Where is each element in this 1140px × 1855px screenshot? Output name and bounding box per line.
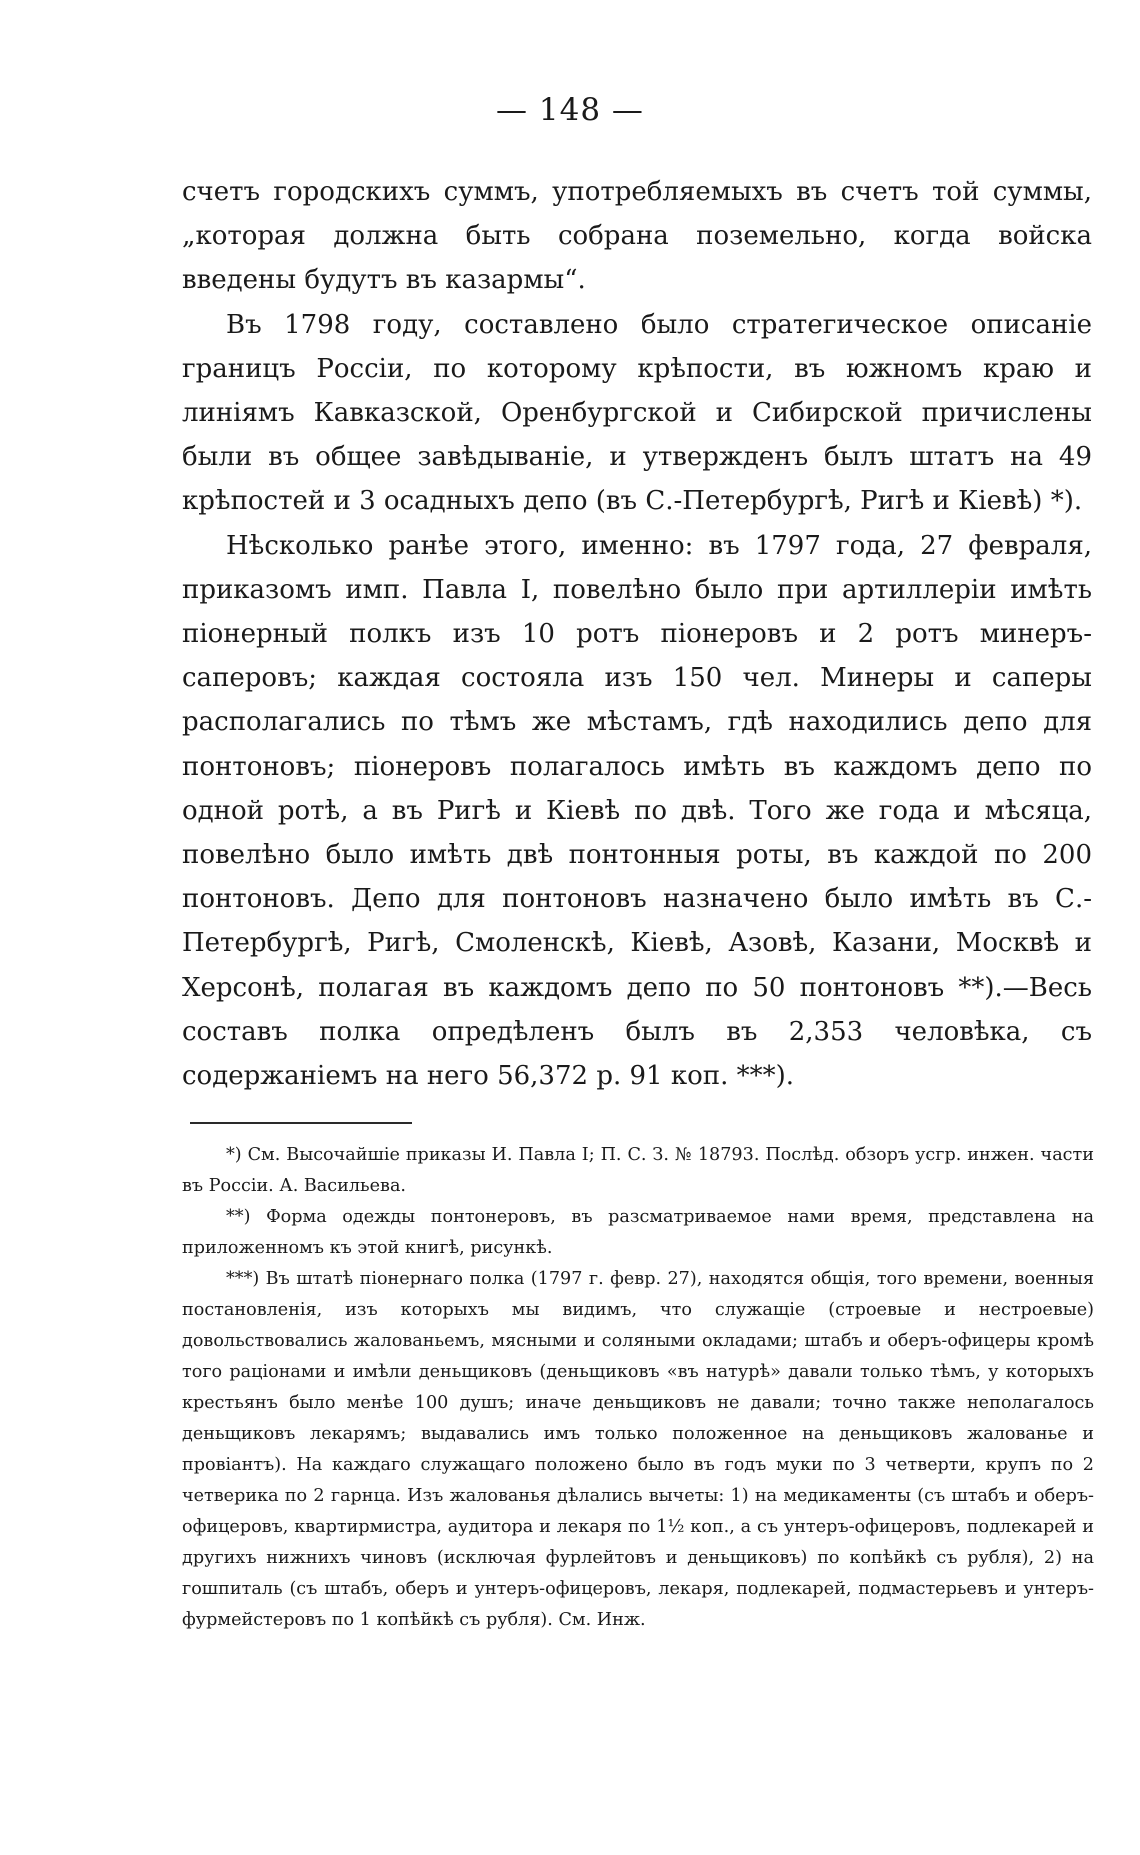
footnotes — [182, 1140, 1094, 1636]
main-text — [182, 170, 1092, 1098]
footnote-1: *) См. Высочайшіе приказы И. Павла I; П. С. З. № 18793. Послѣд. обзоръ усгр. инжен. части въ Россіи. А. Васильева. — [182, 1145, 1094, 1196]
footnote-3: ***) Въ штатѣ піонернаго полка (1797 г. февр. 27), находятся общія, того времени, военныя постановленія, изъ которыхъ мы видимъ, что служащіе (строевые и нестроевые) довольствовались жалованьемъ, мясными и соляными окладами; штабъ и оберъ-офицеры кромѣ того раціонами и имѣли деньщиковъ (деньщиковъ «въ натурѣ» давали только тѣмъ, у которыхъ крестьянъ было менѣе 100 душъ; иначе деньщиковъ не давали; точно также неполагалось деньщиковъ лекарямъ; выдавались имъ только положенное на деньщиковъ жалованье и провіантъ). На каждаго служащаго положено было въ годъ муки по 3 четверти, крупъ по 2 четверика по 2 гарнца. Изъ жалованья дѣлались вычеты: 1) на медикаменты (съ штабъ и оберъ-офицеровъ, квартирмистра, аудитора и лекаря по 1½ коп., а съ унтеръ-офицеровъ, подлекарей и другихъ нижнихъ чиновъ (исключая фурлейтовъ и деньщиковъ) по копѣйкѣ съ рубля), 2) на гошпиталь (съ штабъ, оберъ и унтеръ-офицеровъ, лекаря, подлекарей, подмастерьевъ и унтеръ-фурмейстеровъ по 1 копѣйкѣ съ рубля). См. Инж. — [182, 1269, 1094, 1630]
footnote-2: **) Форма одежды понтонеровъ, въ разсматриваемое нами время, представлена на приложенномъ къ этой книгѣ, рисункѣ. — [182, 1207, 1094, 1258]
paragraph-continued: счетъ городскихъ суммъ, употребляемыхъ въ счетъ той суммы, „которая должна быть собрана поземельно, когда войска введены будутъ въ казармы“. — [182, 177, 1092, 296]
footnote-separator — [190, 1122, 412, 1124]
paragraph-pioneer-regiment: Нѣсколько ранѣе этого, именно: въ 1797 года, 27 февраля, приказомъ имп. Павла I, повелѣно было при артиллеріи имѣть піонерный полкъ изъ 10 ротъ піонеровъ и 2 ротъ минеръ-саперовъ; каждая состояла изъ 150 чел. Минеры и саперы располагались по тѣмъ же мѣстамъ, гдѣ находились депо для понтоновъ; піонеровъ полагалось имѣть въ каждомъ депо по одной ротѣ, а въ Ригѣ и Кіевѣ по двѣ. Того же года и мѣсяца, повелѣно было имѣть двѣ понтонныя роты, въ каждой по 200 понтоновъ. Депо для понтоновъ назначено было имѣть въ С.-Петербургѣ, Ригѣ, Смоленскѣ, Кіевѣ, Азовѣ, Казани, Москвѣ и Херсонѣ, полагая въ каждомъ депо по 50 понтоновъ **).—Весь составъ полка опредѣленъ былъ въ 2,353 человѣка, съ содержаніемъ на него 56,372 р. 91 коп. ***). — [182, 530, 1092, 1092]
page-number: — 148 — — [496, 92, 644, 128]
paragraph-fortress-description: Въ 1798 году, составлено было стратегическое описаніе границъ Россіи, по которому крѣпости, въ южномъ краю и линіямъ Кавказской, Оренбургской и Сибирской причислены были въ общее завѣдываніе, и утвержденъ былъ штатъ на 49 крѣпостей и 3 осадныхъ депо (въ С.-Петербургѣ, Ригѣ и Кіевѣ) *). — [182, 309, 1092, 517]
